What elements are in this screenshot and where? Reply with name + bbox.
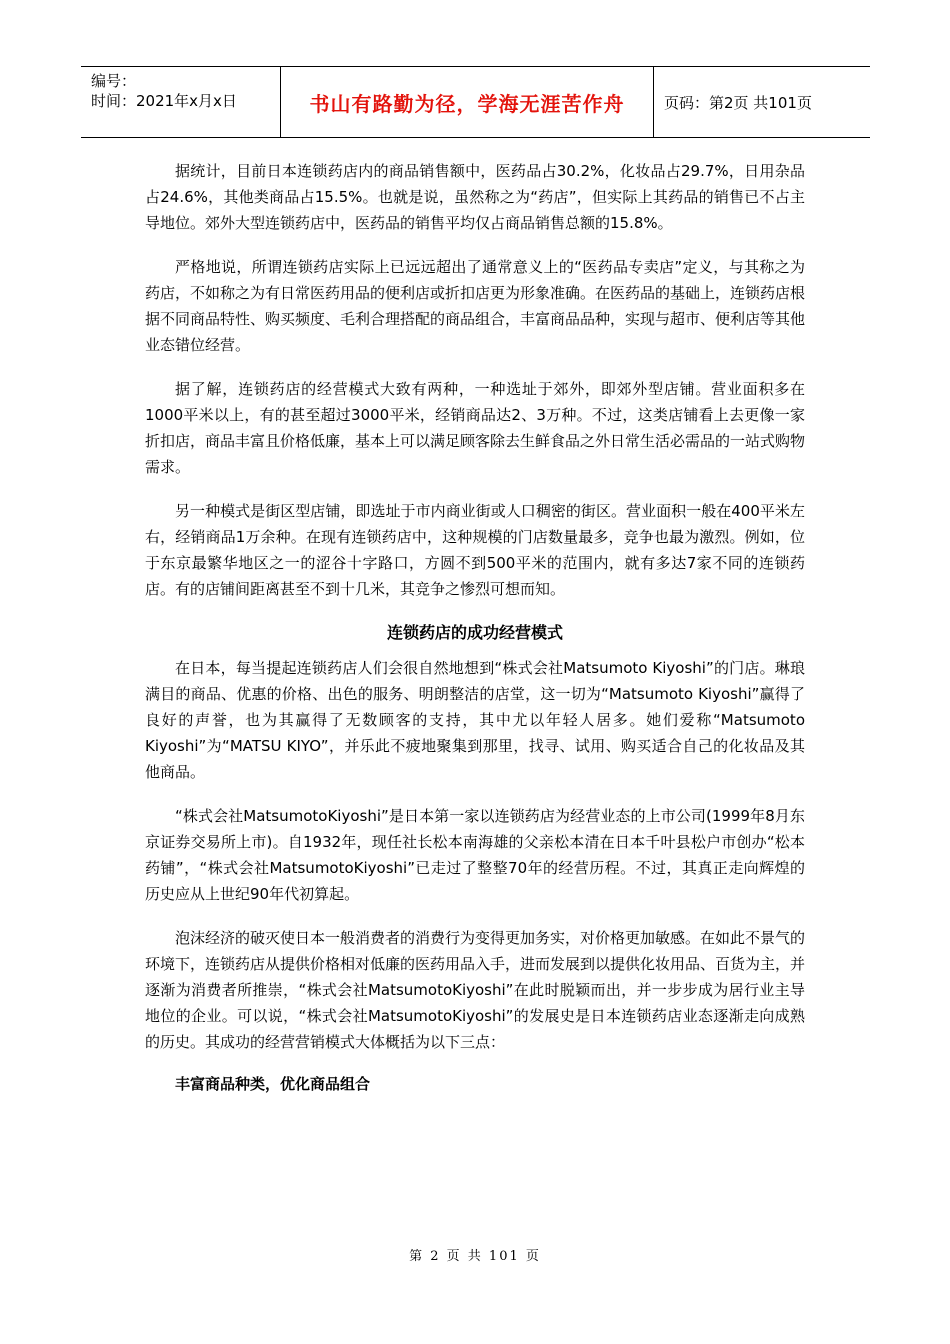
page-header: [81, 66, 870, 138]
header-page-label: 页码：第2页 共101页: [664, 93, 812, 112]
document-date-label: 时间：2021年x月x日: [91, 92, 237, 110]
document-body: [145, 158, 805, 1094]
subheading: 丰富商品种类，优化商品组合: [175, 1075, 371, 1093]
header-motto: 书山有路勤为径，学海无涯苦作舟: [309, 91, 625, 116]
document-number-label: 编号：: [91, 72, 137, 90]
header-meta-cell: [81, 67, 281, 137]
header-page-cell: [654, 67, 880, 137]
paragraph: 据统计，目前日本连锁药店内的商品销售额中，医药品占30.2%，化妆品占29.7%，日用杂品占24.6%，其他类商品占15.5%。也就是说，虽然称之为“药店”，但实际上其药品的销售已不占主导地位。郊外大型连锁药店中，医药品的销售平均仅占商品销售总额的15.8%。: [145, 162, 805, 232]
paragraph: 严格地说，所谓连锁药店实际上已远远超出了通常意义上的“医药品专卖店”定义，与其称之为药店，不如称之为有日常医药用品的便利店或折扣店更为形象准确。在医药品的基础上，连锁药店根据不同商品特性、购买频度、毛利合理搭配的商品组合，丰富商品品种，实现与超市、便利店等其他业态错位经营。: [145, 258, 806, 354]
section-title: 连锁药店的成功经营模式: [386, 623, 563, 642]
page-footer: 第 2 页 共 101 页: [409, 1249, 541, 1264]
paragraph: 另一种模式是街区型店铺，即选址于市内商业街或人口稠密的街区。营业面积一般在400平米左右，经销商品1万余种。在现有连锁药店中，这种规模的门店数量最多，竞争也最为激烈。例如，位于东京最繁华地区之一的涩谷十字路口，方圆不到500平米的范围内，就有多达7家不同的连锁药店。有的店铺间距离甚至不到十几米，其竞争之惨烈可想而知。: [145, 502, 805, 598]
paragraph: “株式会社MatsumotoKiyoshi”是日本第一家以连锁药店为经营业态的上市公司(1999年8月东京证券交易所上市)。自1932年，现任社长松本南海雄的父亲松本清在日本千叶县松户市创办“松本药铺”，“株式会社MatsumotoKiyoshi”已走过了整整70年的经营历程。不过，其真正走向辉煌的历史应从上世纪90年代初算起。: [145, 807, 805, 903]
paragraph: 据了解，连锁药店的经营模式大致有两种，一种选址于郊外，即郊外型店铺。营业面积多在1000平米以上，有的甚至超过3000平米，经销商品达2、3万种。不过，这类店铺看上去更像一家折扣店，商品丰富且价格低廉，基本上可以满足顾客除去生鲜食品之外日常生活必需品的一站式购物需求。: [145, 380, 806, 476]
paragraph: 泡沫经济的破灭使日本一般消费者的消费行为变得更加务实，对价格更加敏感。在如此不景气的环境下，连锁药店从提供价格相对低廉的医药用品入手，进而发展到以提供化妆用品、百货为主，并逐渐为消费者所推崇，“株式会社MatsumotoKiyoshi”在此时脱颖而出，并一步步成为居行业主导地位的企业。可以说，“株式会社MatsumotoKiyoshi”的发展史是日本连锁药店业态逐渐走向成熟的历史。其成功的经营营销模式大体概括为以下三点：: [145, 929, 806, 1051]
paragraph: 在日本，每当提起连锁药店人们会很自然地想到“株式会社Matsumoto Kiyoshi”的门店。琳琅满目的商品、优惠的价格、出色的服务、明朗整洁的店堂，这一切为“Matsumoto Kiyoshi”赢得了良好的声誉，也为其赢得了无数顾客的支持，其中尤以年轻人居多。她们爱称“Matsumoto Kiyoshi”为“MATSU KIYO”，并乐此不疲地聚集到那里，找寻、试用、购买适合自己的化妆品及其他商品。: [145, 659, 805, 781]
header-motto-cell: [281, 67, 654, 137]
